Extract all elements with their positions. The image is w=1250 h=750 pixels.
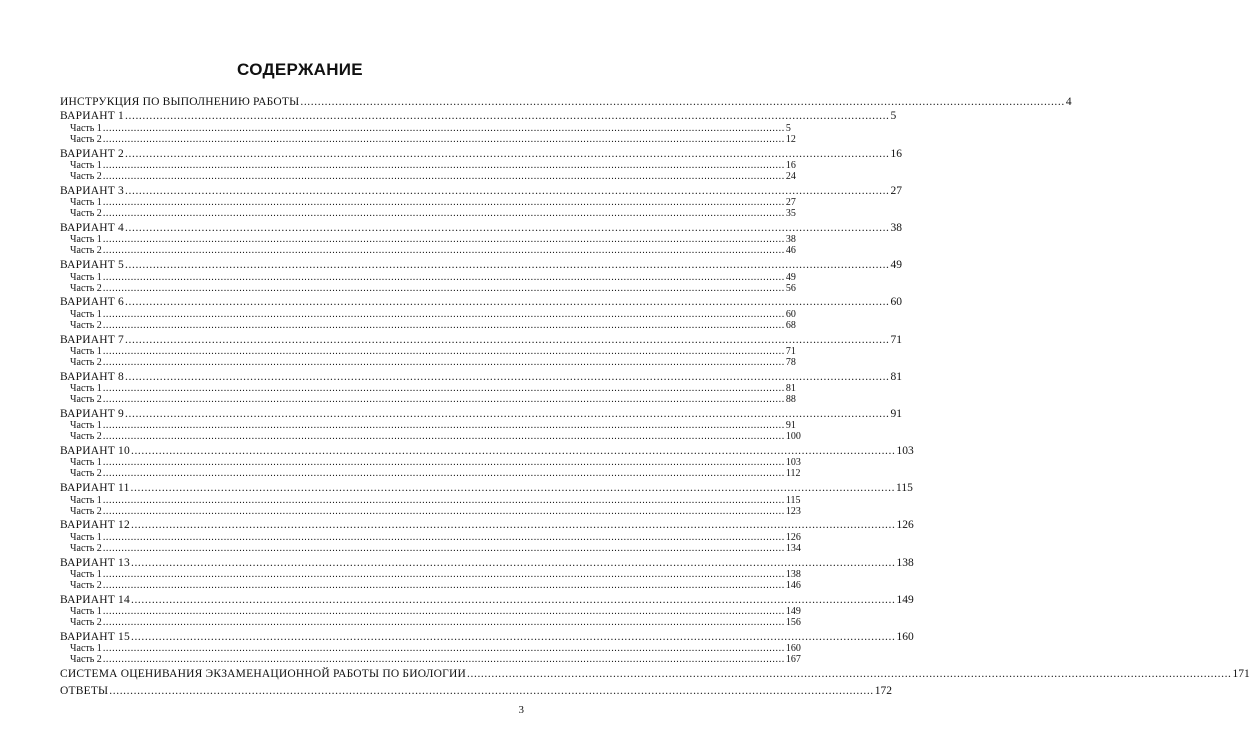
- toc-entry-label: Часть 2: [70, 617, 102, 629]
- toc-entry-page: 49: [785, 271, 796, 283]
- toc-entry-page: 49: [890, 259, 903, 272]
- toc-entry-label: Часть 2: [70, 208, 102, 220]
- toc-entry-page: 167: [785, 654, 801, 666]
- dot-leader: ............................................................................................................................................................................................................................: [102, 319, 785, 331]
- toc-entry-page: 88: [785, 394, 796, 406]
- toc-entry-page: 4: [1065, 96, 1072, 108]
- variant-block: [60, 333, 903, 368]
- toc-entry-part[interactable]: [60, 234, 796, 246]
- toc-entry-label: ВАРИАНТ 1: [60, 110, 125, 123]
- toc-entry-page: 171: [1232, 667, 1250, 680]
- toc-entry-page: 160: [785, 643, 801, 655]
- toc-entry-page: 138: [896, 556, 914, 569]
- toc-entry-variant[interactable]: [60, 370, 903, 383]
- toc-entry-part[interactable]: [60, 580, 801, 592]
- dot-leader: ............................................................................................................................................................................................................................: [102, 197, 785, 209]
- toc-entry-part[interactable]: [60, 643, 801, 655]
- toc-entry-variant[interactable]: [60, 333, 903, 346]
- toc-entry-label: Часть 1: [70, 308, 102, 320]
- toc-entry-page: 134: [785, 542, 801, 554]
- dot-leader: ............................................................................................................................................................................................................................: [130, 445, 896, 458]
- dot-leader: ............................................................................................................................................................................................................................: [102, 394, 785, 406]
- dot-leader: ............................................................................................................................................................................................................................: [102, 208, 785, 220]
- toc-entry-label: Часть 1: [70, 569, 102, 581]
- toc-entry-label: Часть 2: [70, 580, 102, 592]
- toc-entry-page: 149: [896, 593, 914, 606]
- toc-entry-part[interactable]: [60, 345, 796, 357]
- toc-entry-part[interactable]: [60, 159, 796, 171]
- toc-entry-page: 126: [785, 531, 801, 543]
- toc-entry-page: 126: [896, 519, 914, 532]
- variant-block: [60, 631, 914, 666]
- toc-entry-page: 103: [896, 445, 914, 458]
- toc-entry-label: Часть 1: [70, 197, 102, 209]
- dot-leader: ............................................................................................................................................................................................................................: [102, 617, 785, 629]
- toc-entry-label: ВАРИАНТ 9: [60, 407, 125, 420]
- toc-entry-label: ВАРИАНТ 15: [60, 631, 130, 644]
- dot-leader: ............................................................................................................................................................................................................................: [102, 159, 785, 171]
- toc-entry-page: 112: [785, 468, 801, 480]
- toc-entry-part[interactable]: [60, 308, 796, 320]
- toc-entry-label: Часть 2: [70, 133, 102, 145]
- dot-leader: ............................................................................................................................................................................................................................: [102, 494, 785, 506]
- toc-entry-label: Часть 1: [70, 606, 102, 618]
- dot-leader: ............................................................................................................................................................................................................................: [109, 685, 874, 698]
- toc-entry-page: 78: [785, 356, 796, 368]
- dot-leader: ............................................................................................................................................................................................................................: [125, 333, 890, 346]
- toc-entry-variant[interactable]: [60, 259, 903, 272]
- toc-entry-variant[interactable]: [60, 147, 903, 160]
- toc-entry-label: Часть 1: [70, 234, 102, 246]
- toc-entry-page: 103: [785, 457, 801, 469]
- toc-entry-label: ВАРИАНТ 3: [60, 184, 125, 197]
- toc-entry-part[interactable]: [60, 531, 801, 543]
- toc-entry-part[interactable]: [60, 122, 791, 134]
- toc-entry-page: 27: [890, 184, 903, 197]
- toc-entry-part[interactable]: [60, 569, 801, 581]
- dot-leader: ............................................................................................................................................................................................................................: [102, 468, 785, 480]
- dot-leader: ............................................................................................................................................................................................................................: [125, 259, 890, 272]
- toc-entry-page: 91: [785, 420, 796, 432]
- toc-entry-part[interactable]: [60, 606, 801, 618]
- toc-entry-variant[interactable]: [60, 631, 914, 644]
- toc-entry-label: Часть 2: [70, 319, 102, 331]
- toc-entry-page: 16: [785, 159, 796, 171]
- dot-leader: ............................................................................................................................................................................................................................: [102, 122, 785, 134]
- dot-leader: ............................................................................................................................................................................................................................: [125, 221, 890, 234]
- toc-entry-page: 5: [890, 110, 897, 123]
- toc-entry-part[interactable]: [60, 133, 796, 145]
- toc-entry-page: 71: [890, 333, 903, 346]
- dot-leader: ............................................................................................................................................................................................................................: [102, 133, 785, 145]
- toc-entry-page: 91: [890, 407, 903, 420]
- toc-entry-label: ВАРИАНТ 6: [60, 296, 125, 309]
- toc-entry-part[interactable]: [60, 654, 801, 666]
- toc-entry-part[interactable]: [60, 617, 801, 629]
- dot-leader: ............................................................................................................................................................................................................................: [102, 457, 785, 469]
- dot-leader: ............................................................................................................................................................................................................................: [130, 556, 896, 569]
- toc-entry-page: 160: [896, 631, 914, 644]
- toc-entry-page: 71: [785, 345, 796, 357]
- toc-entry-part[interactable]: [60, 282, 796, 294]
- toc-entry-part[interactable]: [60, 431, 801, 443]
- toc-entry-part[interactable]: [60, 197, 796, 209]
- toc-entry-page: 56: [785, 282, 796, 294]
- toc-entry-grading[interactable]: [60, 667, 1250, 680]
- dot-leader: ............................................................................................................................................................................................................................: [467, 667, 1232, 680]
- variant-block: [60, 519, 914, 554]
- toc-entry-part[interactable]: [60, 457, 801, 469]
- toc-entry-variant[interactable]: [60, 519, 914, 532]
- dot-leader: ............................................................................................................................................................................................................................: [102, 170, 785, 182]
- toc-entry-label: ИНСТРУКЦИЯ ПО ВЫПОЛНЕНИЮ РАБОТЫ: [60, 96, 300, 108]
- dot-leader: ............................................................................................................................................................................................................................: [102, 234, 785, 246]
- toc-entry-part[interactable]: [60, 319, 796, 331]
- toc-entry-label: ВАРИАНТ 2: [60, 147, 125, 160]
- dot-leader: ............................................................................................................................................................................................................................: [102, 431, 785, 443]
- variant-block: [60, 482, 913, 517]
- toc-entry-label: ВАРИАНТ 12: [60, 519, 130, 532]
- toc-entry-label: ВАРИАНТ 5: [60, 259, 125, 272]
- toc-entry-label: ВАРИАНТ 8: [60, 370, 125, 383]
- toc-entry-part[interactable]: [60, 468, 801, 480]
- toc-entry-variant[interactable]: [60, 407, 903, 420]
- dot-leader: ............................................................................................................................................................................................................................: [102, 580, 785, 592]
- dot-leader: ............................................................................................................................................................................................................................: [102, 356, 785, 368]
- toc-entry-page: 12: [785, 133, 796, 145]
- dot-leader: ............................................................................................................................................................................................................................: [130, 631, 896, 644]
- toc-entry-label: Часть 2: [70, 431, 102, 443]
- variant-block: [60, 110, 897, 145]
- toc-entry-label: ВАРИАНТ 11: [60, 482, 130, 495]
- toc-entry-label: Часть 1: [70, 345, 102, 357]
- toc-entry-label: СИСТЕМА ОЦЕНИВАНИЯ ЭКЗАМЕНАЦИОННОЙ РАБОТЫ ПО БИОЛОГИИ: [60, 667, 467, 680]
- dot-leader: ............................................................................................................................................................................................................................: [102, 308, 785, 320]
- toc-entry-variant[interactable]: [60, 110, 897, 123]
- toc-entry-label: Часть 1: [70, 122, 102, 134]
- dot-leader: ............................................................................................................................................................................................................................: [102, 282, 785, 294]
- variant-block: [60, 221, 903, 257]
- toc-entry-variant[interactable]: [60, 184, 903, 197]
- toc-entry-label: Часть 1: [70, 643, 102, 655]
- toc-entry-page: 38: [785, 234, 796, 246]
- toc-entry-part[interactable]: [60, 542, 801, 554]
- toc-entry-page: 81: [785, 383, 796, 395]
- dot-leader: ............................................................................................................................................................................................................................: [102, 542, 785, 554]
- variant-block: [60, 259, 903, 294]
- toc-entry-page: 115: [896, 482, 913, 495]
- dot-leader: ............................................................................................................................................................................................................................: [102, 643, 785, 655]
- dot-leader: ............................................................................................................................................................................................................................: [102, 505, 785, 517]
- toc-entry-page: 100: [785, 431, 801, 443]
- toc-entry-page: 172: [874, 685, 893, 698]
- toc-entry-label: ВАРИАНТ 13: [60, 556, 130, 569]
- dot-leader: ............................................................................................................................................................................................................................: [102, 345, 785, 357]
- dot-leader: ............................................................................................................................................................................................................................: [102, 420, 785, 432]
- toc-entry-label: Часть 2: [70, 282, 102, 294]
- toc-entry-part[interactable]: [60, 208, 796, 220]
- dot-leader: ............................................................................................................................................................................................................................: [125, 370, 890, 383]
- toc-entry-part[interactable]: [60, 505, 801, 517]
- variant-block: [60, 407, 903, 443]
- dot-leader: ............................................................................................................................................................................................................................: [125, 110, 890, 123]
- dot-leader: ............................................................................................................................................................................................................................: [102, 654, 785, 666]
- toc-entry-page: 16: [890, 147, 903, 160]
- toc-entry-page: 35: [785, 208, 796, 220]
- toc-entry-label: Часть 1: [70, 531, 102, 543]
- dot-leader: ............................................................................................................................................................................................................................: [102, 383, 785, 395]
- toc-entry-part[interactable]: [60, 170, 796, 182]
- toc-entry-label: Часть 1: [70, 159, 102, 171]
- variant-block: [60, 296, 903, 331]
- toc-entry-part[interactable]: [60, 420, 796, 432]
- toc-entry-page: 138: [785, 569, 801, 581]
- toc-entry-label: Часть 1: [70, 383, 102, 395]
- toc-entry-label: ВАРИАНТ 14: [60, 593, 130, 606]
- toc-entry-label: ВАРИАНТ 4: [60, 221, 125, 234]
- dot-leader: ............................................................................................................................................................................................................................: [102, 569, 785, 581]
- toc-entry-variant[interactable]: [60, 482, 913, 495]
- dot-leader: ............................................................................................................................................................................................................................: [125, 296, 890, 309]
- toc-entry-label: ОТВЕТЫ: [60, 685, 109, 698]
- toc-entry-page: 115: [785, 494, 801, 506]
- dot-leader: ............................................................................................................................................................................................................................: [125, 407, 890, 420]
- toc-entry-part[interactable]: [60, 494, 801, 506]
- toc-entry-label: Часть 2: [70, 654, 102, 666]
- toc-entry-label: Часть 2: [70, 468, 102, 480]
- dot-leader: ............................................................................................................................................................................................................................: [130, 593, 896, 606]
- toc-entry-answers[interactable]: [60, 685, 893, 698]
- toc-entry-page: 149: [785, 606, 801, 618]
- toc-entry-part[interactable]: [60, 271, 796, 283]
- toc-entry-page: 60: [785, 308, 796, 320]
- toc-entry-label: Часть 2: [70, 542, 102, 554]
- dot-leader: ............................................................................................................................................................................................................................: [102, 245, 785, 257]
- toc-entry-variant[interactable]: [60, 221, 903, 234]
- dot-leader: ............................................................................................................................................................................................................................: [102, 531, 785, 543]
- toc-entry-page: 38: [890, 221, 903, 234]
- toc-entry-instruction[interactable]: [60, 96, 1072, 108]
- toc-entry-page: 27: [785, 197, 796, 209]
- toc-entry-label: Часть 2: [70, 170, 102, 182]
- toc-entry-page: 5: [785, 122, 791, 134]
- dot-leader: ............................................................................................................................................................................................................................: [130, 519, 896, 532]
- table-of-contents: [60, 96, 1250, 698]
- variant-block: [60, 370, 903, 406]
- toc-entry-label: Часть 1: [70, 271, 102, 283]
- page-number: 3: [518, 704, 524, 716]
- variant-list: [60, 110, 914, 666]
- dot-leader: ............................................................................................................................................................................................................................: [125, 184, 890, 197]
- toc-entry-label: Часть 2: [70, 505, 102, 517]
- dot-leader: ............................................................................................................................................................................................................................: [300, 96, 1065, 108]
- toc-entry-page: 24: [785, 170, 796, 182]
- toc-entry-page: 46: [785, 245, 796, 257]
- dot-leader: ............................................................................................................................................................................................................................: [102, 606, 785, 618]
- toc-entry-label: Часть 2: [70, 356, 102, 368]
- toc-entry-label: Часть 1: [70, 420, 102, 432]
- toc-entry-page: 156: [785, 617, 801, 629]
- variant-block: [60, 445, 914, 480]
- toc-entry-page: 81: [890, 370, 903, 383]
- toc-entry-variant[interactable]: [60, 556, 914, 569]
- toc-entry-part[interactable]: [60, 356, 796, 368]
- toc-entry-part[interactable]: [60, 383, 796, 395]
- toc-entry-page: 60: [890, 296, 903, 309]
- toc-entry-part[interactable]: [60, 245, 796, 257]
- variant-block: [60, 593, 914, 629]
- toc-entry-page: 146: [785, 580, 801, 592]
- toc-entry-label: Часть 2: [70, 394, 102, 406]
- dot-leader: ............................................................................................................................................................................................................................: [102, 271, 785, 283]
- toc-entry-variant[interactable]: [60, 445, 914, 458]
- toc-entry-page: 68: [785, 319, 796, 331]
- variant-block: [60, 556, 914, 592]
- toc-entry-page: 123: [785, 505, 801, 517]
- toc-entry-label: Часть 2: [70, 245, 102, 257]
- variant-block: [60, 147, 903, 182]
- toc-entry-label: ВАРИАНТ 10: [60, 445, 130, 458]
- page-title: СОДЕРЖАНИЕ: [237, 60, 363, 79]
- variant-block: [60, 184, 903, 220]
- toc-entry-label: Часть 1: [70, 457, 102, 469]
- dot-leader: ............................................................................................................................................................................................................................: [125, 147, 890, 160]
- toc-entry-variant[interactable]: [60, 296, 903, 309]
- toc-entry-variant[interactable]: [60, 593, 914, 606]
- toc-entry-label: ВАРИАНТ 7: [60, 333, 125, 346]
- toc-entry-part[interactable]: [60, 394, 796, 406]
- dot-leader: ............................................................................................................................................................................................................................: [130, 482, 896, 495]
- toc-entry-label: Часть 1: [70, 494, 102, 506]
